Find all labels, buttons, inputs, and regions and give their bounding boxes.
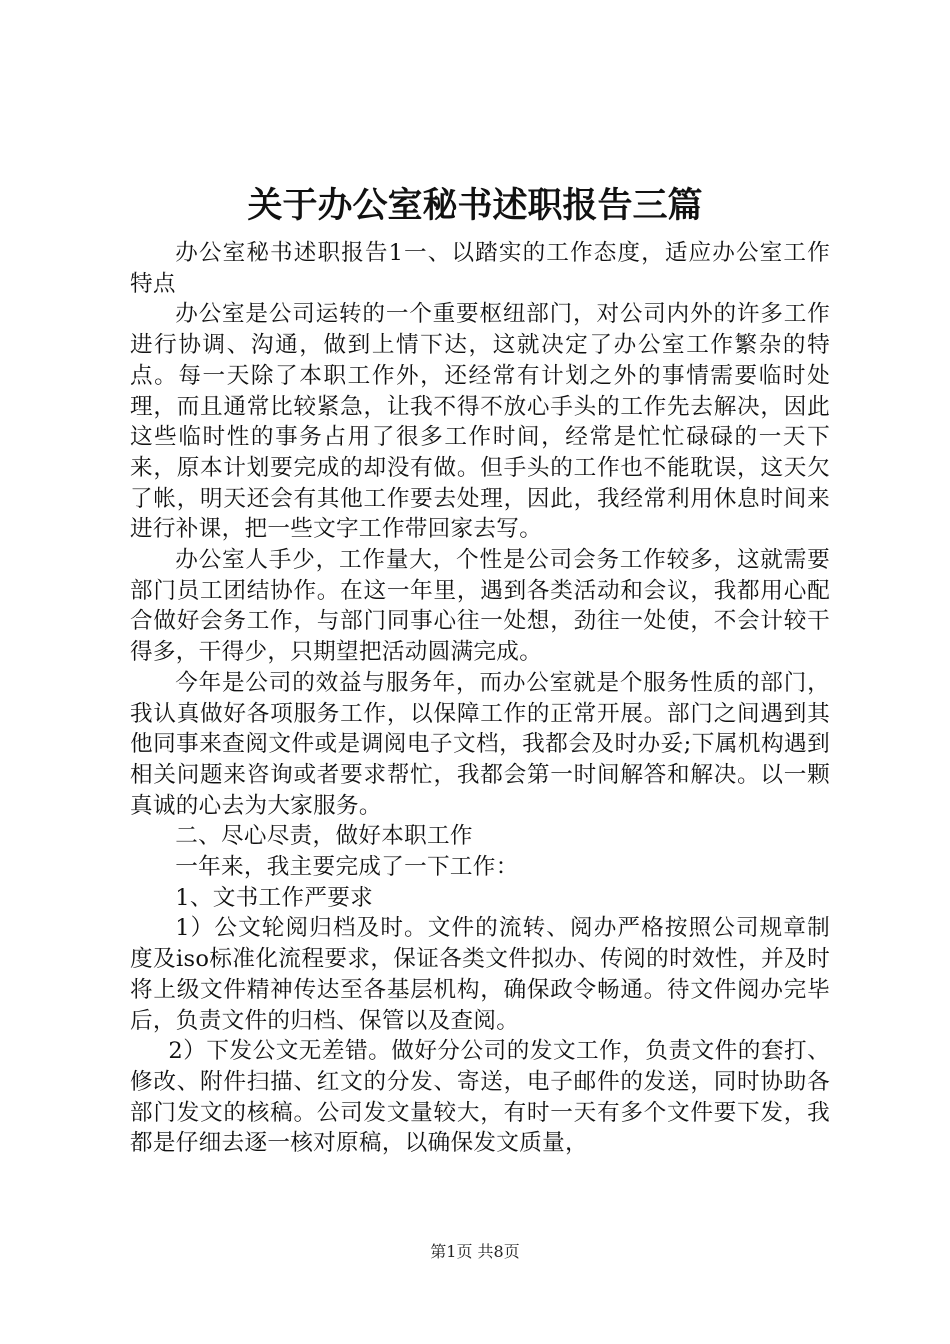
document-title: 关于办公室秘书述职报告三篇 — [247, 186, 703, 226]
paragraph-7: 2）下发公文无差错。做好分公司的发文工作，负责文件的套打、修改、附件扫描、红文的分发、寄送，电子邮件的发送，同时协助各部门发文的核稿。公司发文量较大，有时一天有多个文件要下发，我都是仔细去逐一核对原稿，以确保发文质量， — [130, 1038, 830, 1157]
subsection-heading-1: 1、文书工作严要求 — [175, 884, 374, 911]
paragraph-3: 办公室人手少，工作量大，个性是公司会务工作较多，这就需要部门员工团结协作。在这一年里，遇到各类活动和会议，我都用心配合做好会务工作，与部门同事心往一处想，劲往一处使，不会计较干得多，干得少，只期望把活动圆满完成。 — [130, 547, 830, 666]
paragraph-6: 1）公文轮阅归档及时。文件的流转、阅办严格按照公司规章制度及iso标准化流程要求，保证各类文件拟办、传阅的时效性，并及时将上级文件精神传达至各基层机构，确保政令畅通。待文件阅办完毕后，负责文件的归档、保管以及查阅。 — [130, 915, 830, 1034]
paragraph-1: 办公室秘书述职报告1一、以踏实的工作态度，适应办公室工作特点 — [130, 240, 830, 297]
paragraph-5: 一年来，我主要完成了一下工作： — [175, 854, 519, 881]
section-heading-2: 二、尽心尽责，做好本职工作 — [175, 823, 473, 850]
paragraph-4: 今年是公司的效益与服务年，而办公室就是个服务性质的部门，我认真做好各项服务工作，以保障工作的正常开展。部门之间遇到其他同事来查阅文件或是调阅电子文档，我都会及时办妥;下属机构遇到相关问题来咨询或者要求帮忙，我都会第一时间解答和解决。以一颗真诚的心去为大家服务。 — [130, 669, 830, 819]
paragraph-2: 办公室是公司运转的一个重要枢纽部门，对公司内外的许多工作进行协调、沟通，做到上情下达，这就决定了办公室工作繁杂的特点。每一天除了本职工作外，还经常有计划之外的事情需要临时处理，而且通常比较紧急，让我不得不放心手头的工作先去解决，因此这些临时性的事务占用了很多工作时间，经常是忙忙碌碌的一天下来，原本计划要完成的却没有做。但手头的工作也不能耽误，这天欠了帐，明天还会有其他工作要去处理，因此，我经常利用休息时间来进行补课，把一些文字工作带回家去写。 — [130, 301, 830, 543]
page-footer: 第1页 共8页 — [430, 1242, 520, 1261]
document-body — [130, 238, 830, 1159]
